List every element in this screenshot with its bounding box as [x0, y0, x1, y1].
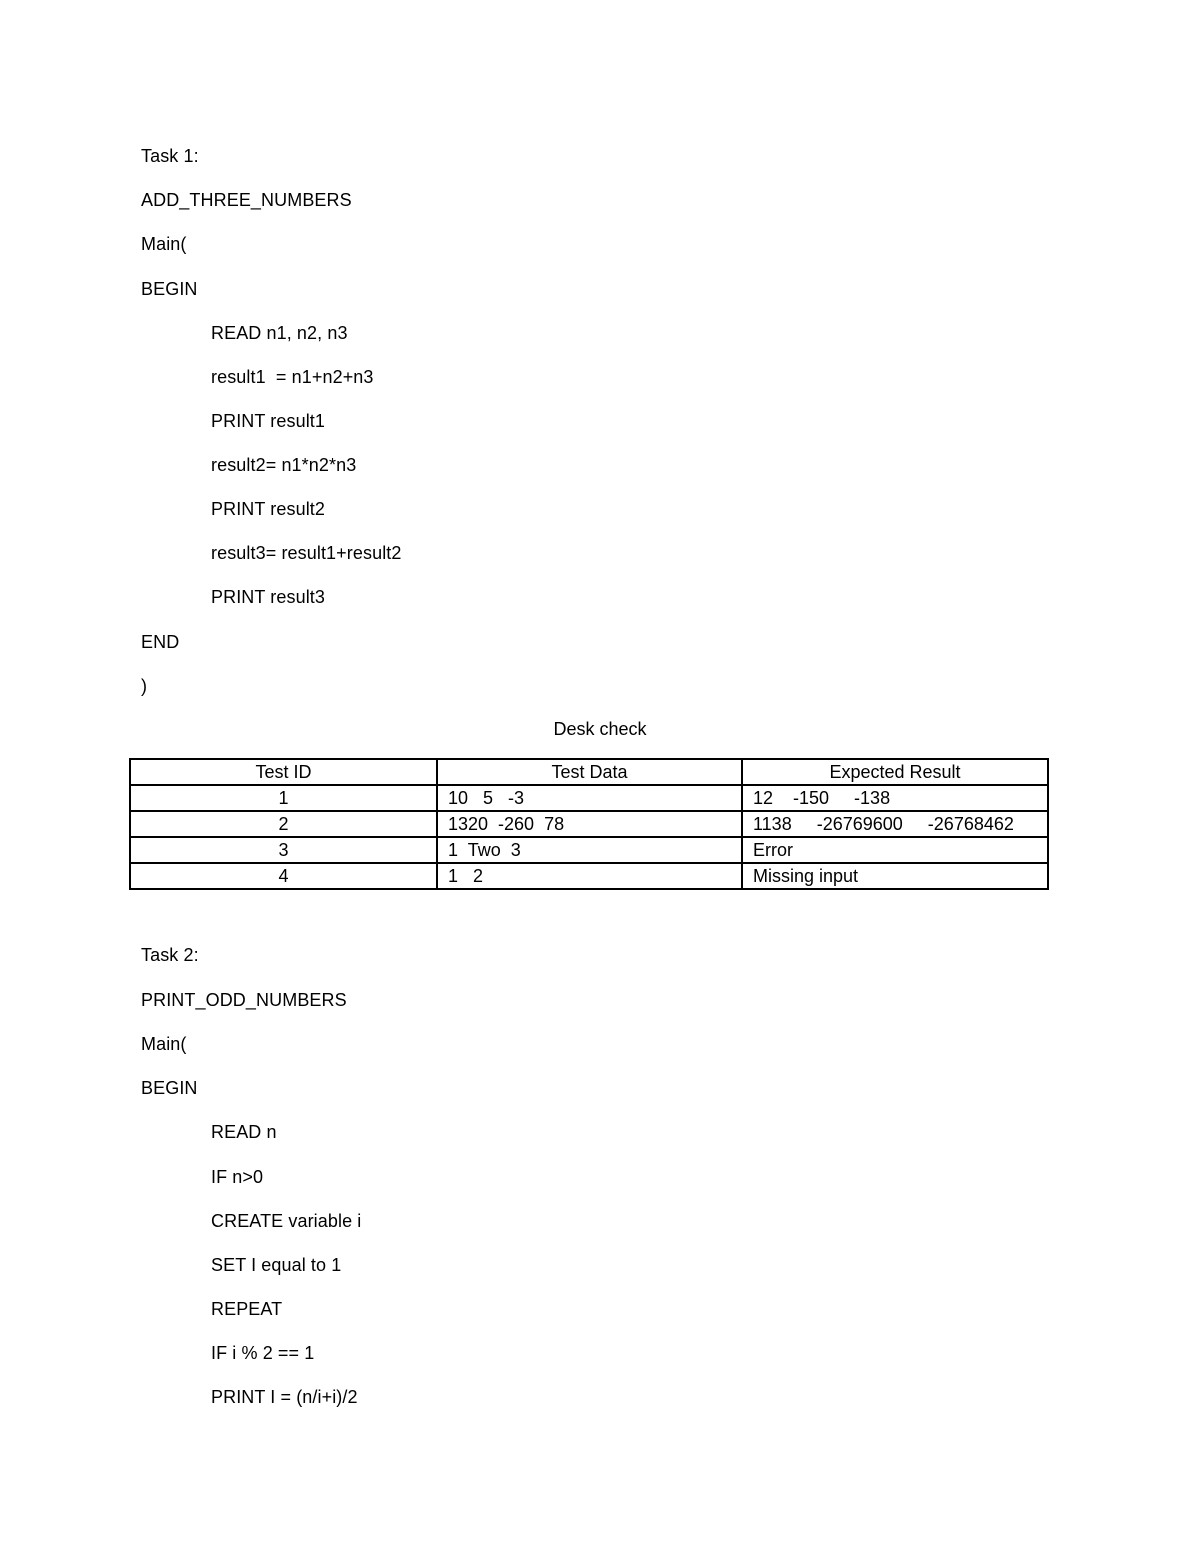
task1-begin: BEGIN — [141, 279, 198, 299]
cell-test-id: 1 — [130, 785, 437, 811]
cell-test-data: 1320 -260 78 — [437, 811, 742, 837]
task2-begin: BEGIN — [141, 1078, 198, 1098]
task1-line-read: READ n1, n2, n3 — [211, 323, 348, 343]
cell-expected-result: 12 -150 -138 — [742, 785, 1048, 811]
table-row — [130, 863, 1048, 889]
task2-line-read: READ n — [211, 1122, 277, 1142]
task2-line-print: PRINT I = (n/i+i)/2 — [211, 1387, 358, 1407]
task2-line-if: IF n>0 — [211, 1167, 264, 1187]
cell-test-id: 3 — [130, 837, 437, 863]
task1-line-print-result1: PRINT result1 — [211, 411, 326, 431]
cell-test-id: 2 — [130, 811, 437, 837]
task1-end: END — [141, 632, 180, 652]
cell-test-data: 1 2 — [437, 863, 742, 889]
task2-line-create: CREATE variable i — [211, 1211, 362, 1231]
header-expected-result: Expected Result — [742, 759, 1048, 785]
cell-test-id: 4 — [130, 863, 437, 889]
task1-line-result3: result3= result1+result2 — [211, 543, 402, 563]
cell-test-data: 10 5 -3 — [437, 785, 742, 811]
task1-heading: Task 1: — [141, 146, 199, 166]
table-row — [130, 811, 1048, 837]
task1-line-result2: result2= n1*n2*n3 — [211, 455, 357, 475]
task2-main-open: Main( — [141, 1034, 187, 1054]
task2-heading: Task 2: — [141, 945, 199, 965]
task1-main-close: ) — [141, 676, 148, 696]
table-row — [130, 837, 1048, 863]
task1-line-print-result3: PRINT result3 — [211, 587, 326, 607]
task2-line-repeat: REPEAT — [211, 1299, 283, 1319]
cell-expected-result: Missing input — [742, 863, 1048, 889]
task1-name: ADD_THREE_NUMBERS — [141, 190, 352, 210]
table-row — [130, 785, 1048, 811]
cell-expected-result: 1138 -26769600 -26768462 — [742, 811, 1048, 837]
task2-name: PRINT_ODD_NUMBERS — [141, 990, 347, 1010]
task2-line-set: SET I equal to 1 — [211, 1255, 342, 1275]
desk-check-table — [129, 758, 1049, 890]
desk-check-title: Desk check — [553, 719, 647, 739]
header-test-id: Test ID — [130, 759, 437, 785]
task1-main-open: Main( — [141, 234, 187, 254]
cell-test-data: 1 Two 3 — [437, 837, 742, 863]
task1-line-print-result2: PRINT result2 — [211, 499, 326, 519]
task1-line-result1: result1 = n1+n2+n3 — [211, 367, 374, 387]
cell-expected-result: Error — [742, 837, 1048, 863]
header-test-data: Test Data — [437, 759, 742, 785]
task2-line-if-odd: IF i % 2 == 1 — [211, 1343, 315, 1363]
table-header-row — [130, 759, 1048, 785]
